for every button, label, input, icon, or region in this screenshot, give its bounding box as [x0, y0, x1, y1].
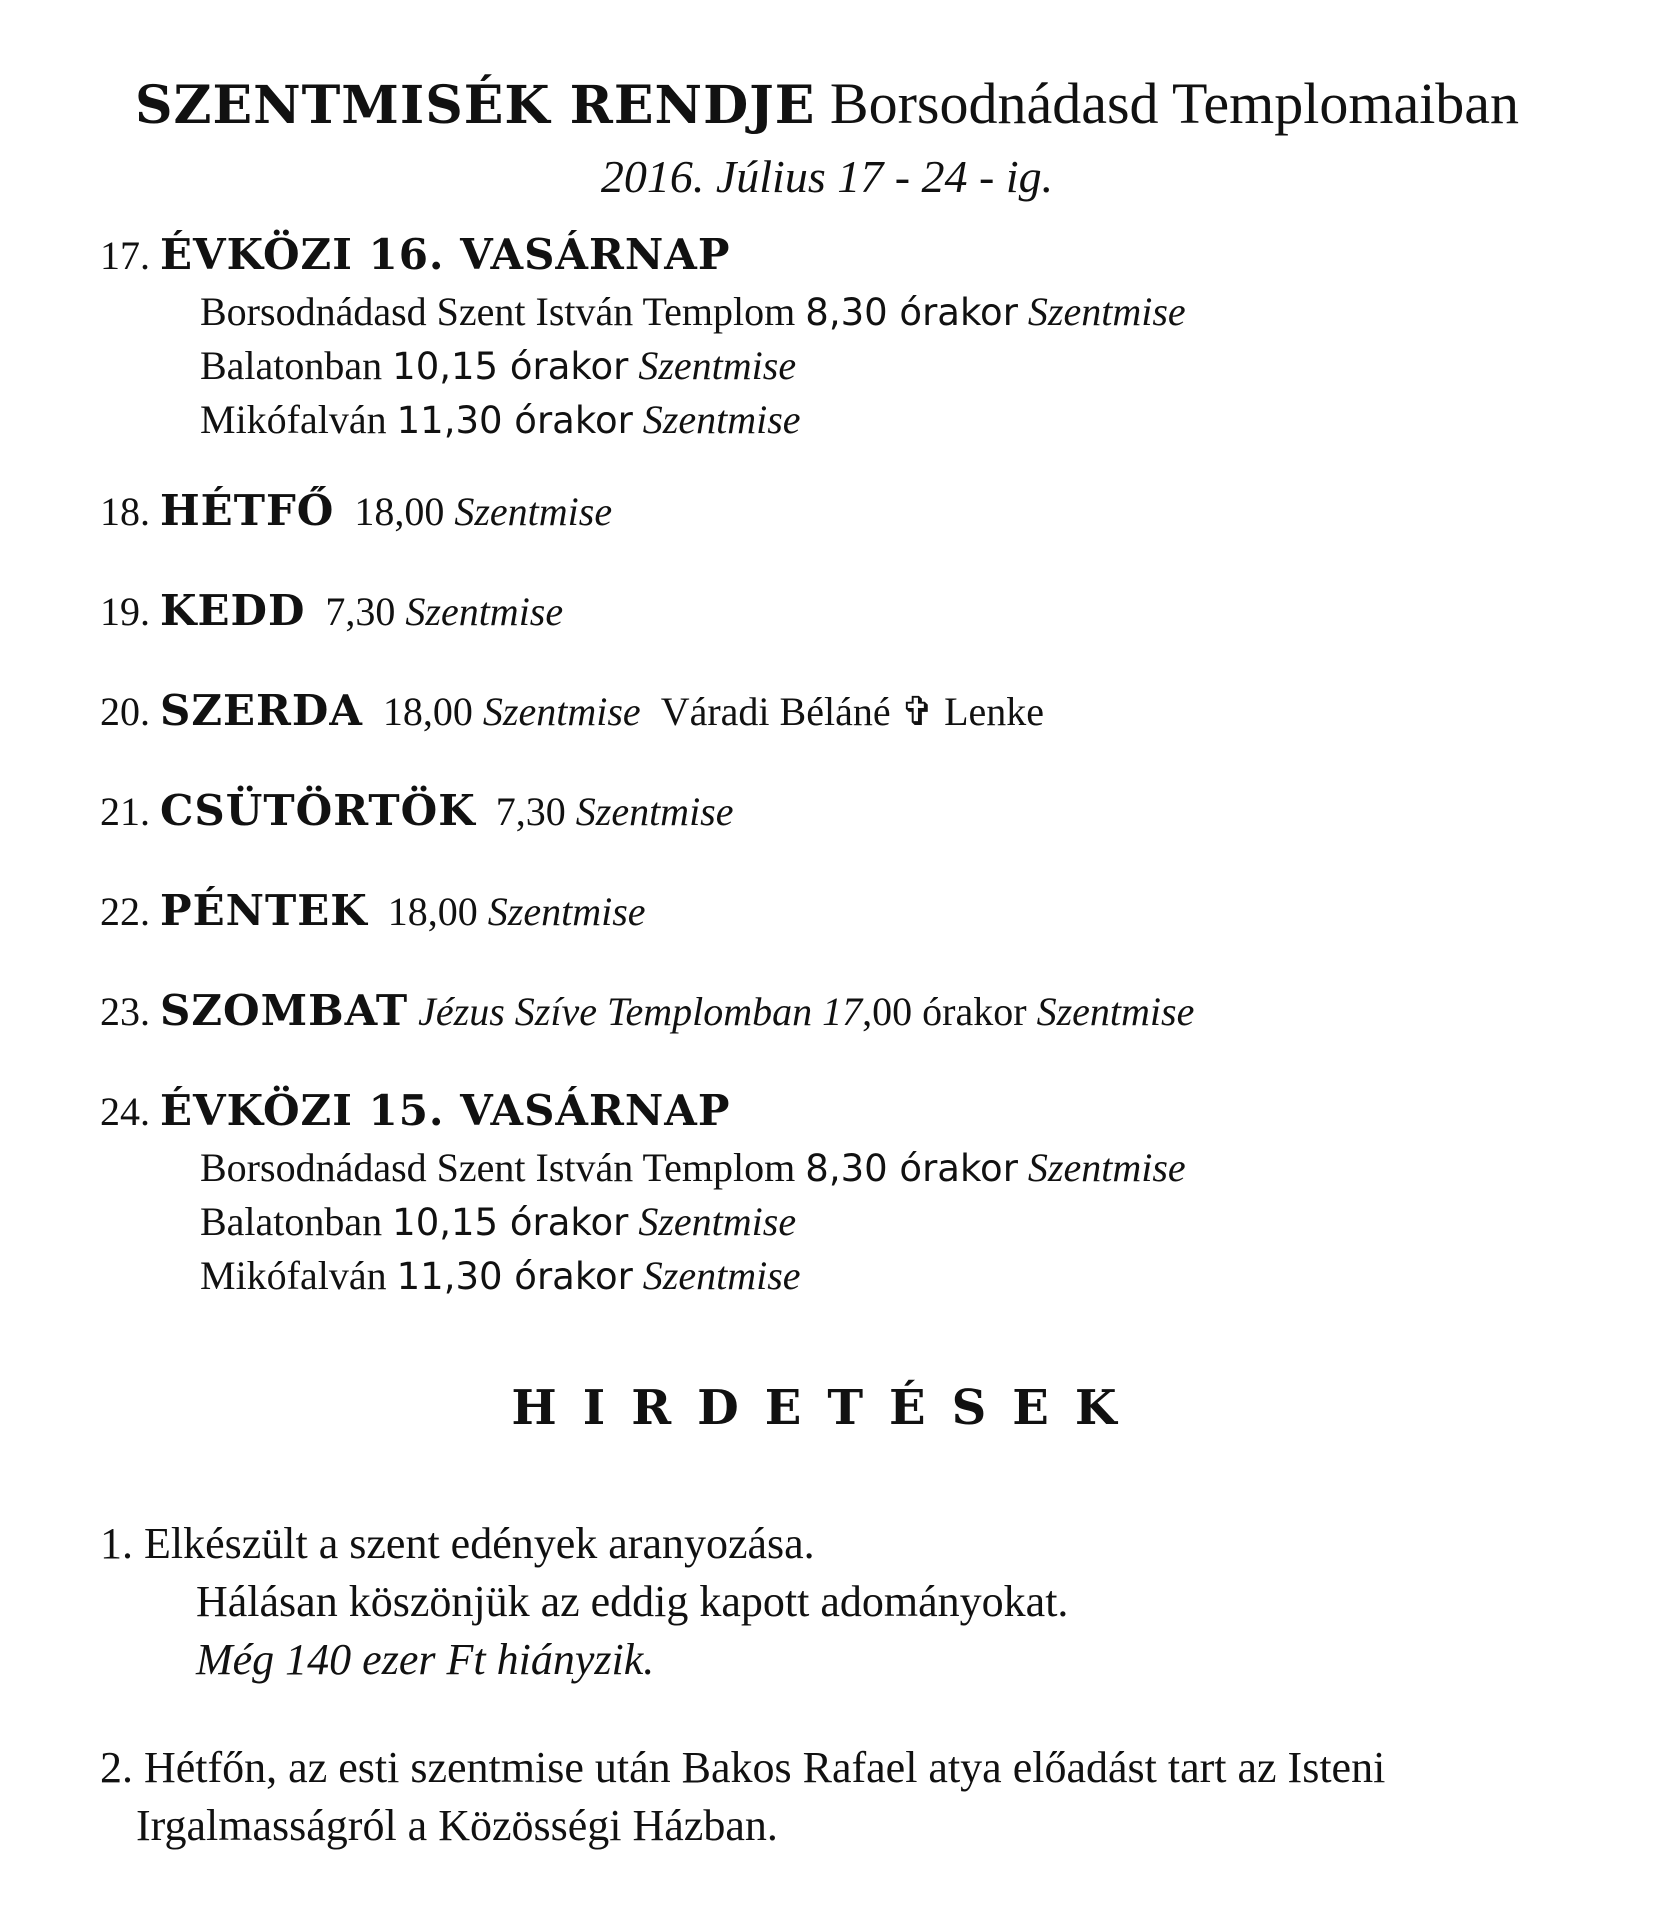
mass-time: 8,30 órakor [805, 1147, 1018, 1190]
mass-place: Balatonban [200, 343, 383, 388]
day-number: 21. [100, 789, 150, 834]
day-name: CSÜTÖRTÖK [160, 786, 476, 835]
mass-place: Mikófalván [200, 397, 387, 442]
mass-time: 11,30 órakor [396, 399, 633, 442]
day-name: ÉVKÖZI 16. VASÁRNAP [160, 230, 731, 279]
mass-label: Szentmise [1036, 989, 1195, 1034]
mass-time: 7,30 [325, 589, 396, 634]
mass-label: Szentmise [638, 343, 797, 388]
day-24-heading [100, 1088, 730, 1134]
day-23-row [100, 988, 1194, 1034]
day-name: SZERDA [160, 686, 363, 735]
page-title [0, 72, 1654, 136]
mass-place: Borsodnádasd Szent István Templom [200, 1145, 796, 1190]
day-number: 19. [100, 589, 150, 634]
mass-time: 10,15 órakor [392, 345, 629, 388]
mass-label: Szentmise [482, 689, 641, 734]
day-name: SZOMBAT [160, 986, 409, 1035]
day-22-row [100, 888, 646, 934]
mass-time: 18,00 [382, 689, 473, 734]
day-21-row [100, 788, 734, 834]
announcement-text: Elkészült a szent edények aranyozása. [144, 1519, 815, 1568]
mass-row [200, 1200, 796, 1244]
day-18-row [100, 488, 612, 534]
day-number: 24. [100, 1089, 150, 1134]
day-name: HÉTFŐ [160, 486, 335, 535]
mass-time: 18,00 [387, 889, 478, 934]
mass-row [200, 398, 801, 442]
mass-row [200, 1146, 1186, 1190]
mass-place: Balatonban [200, 1199, 383, 1244]
announcement-2 [100, 1744, 1385, 1792]
announcement-2-line2: Irgalmasságról a Közösségi Házban. [136, 1801, 778, 1850]
mass-time: 11,30 órakor [396, 1255, 633, 1298]
title-decorative: SZENTMISÉK RENDJE [134, 75, 816, 136]
announcement-number: 1. [100, 1519, 133, 1568]
day-number: 17. [100, 233, 150, 278]
mass-label: Szentmise [575, 789, 734, 834]
mass-label: Szentmise [1027, 1145, 1186, 1190]
date-range: 2016. Július 17 - 24 - ig. [600, 151, 1054, 202]
mass-label: Szentmise [405, 589, 564, 634]
day-number: 22. [100, 889, 150, 934]
day-number: 23. [100, 989, 150, 1034]
mass-row [200, 344, 796, 388]
day-17-heading [100, 232, 730, 278]
mass-time: 10,15 órakor [392, 1201, 629, 1244]
announcement-text: Hétfőn, az esti szentmise után Bakos Rafael atya előadást tart az Isteni [144, 1743, 1386, 1792]
mass-label: Szentmise [1027, 289, 1186, 334]
day-20-row [100, 688, 1044, 734]
mass-intention: Váradi Béláné ✞ Lenke [660, 689, 1045, 734]
mass-time: 7,30 [495, 789, 566, 834]
mass-row [200, 290, 1186, 334]
announcement-1-line2: Hálásan köszönjük az eddig kapott adományokat. [196, 1577, 1069, 1626]
day-name: ÉVKÖZI 15. VASÁRNAP [160, 1086, 731, 1135]
day-name: PÉNTEK [160, 886, 368, 935]
announcement-number: 2. [100, 1743, 133, 1792]
announcement-1 [100, 1520, 815, 1568]
day-19-row [100, 588, 563, 634]
day-number: 20. [100, 689, 150, 734]
announcements-heading: HIRDETÉSEK [511, 1380, 1143, 1436]
mass-label: Szentmise [638, 1199, 797, 1244]
day-name: KEDD [160, 586, 306, 635]
mass-time: 18,00 [354, 489, 445, 534]
mass-place: Borsodnádasd Szent István Templom [200, 289, 796, 334]
title-rest: Borsodnádasd Templomaiban [829, 71, 1520, 136]
announcement-1-line3: Még 140 ezer Ft hiányzik. [196, 1635, 655, 1684]
mass-place: Mikófalván [200, 1253, 387, 1298]
mass-time: ,00 órakor [862, 989, 1027, 1034]
day-number: 18. [100, 489, 150, 534]
mass-label: Szentmise [642, 1253, 801, 1298]
mass-label: Szentmise [642, 397, 801, 442]
mass-place: Jézus Szíve Templomban 17 [418, 989, 863, 1034]
mass-label: Szentmise [454, 489, 613, 534]
mass-label: Szentmise [487, 889, 646, 934]
mass-row [200, 1254, 801, 1298]
mass-time: 8,30 órakor [805, 291, 1018, 334]
